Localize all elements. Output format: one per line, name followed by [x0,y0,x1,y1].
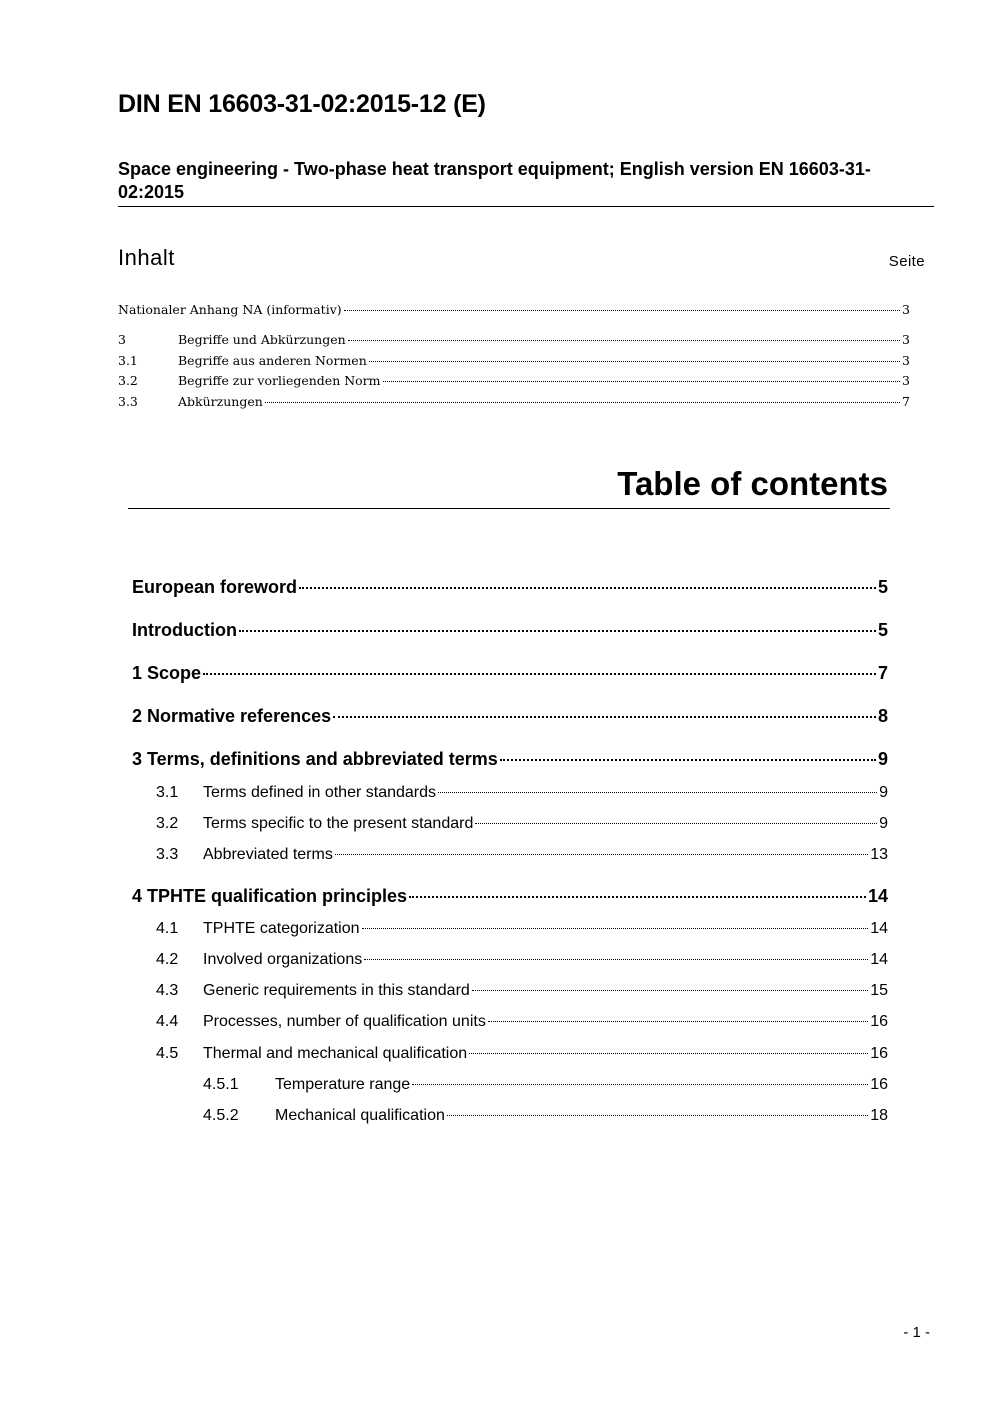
dot-leader [333,716,876,718]
inhalt-entry-number: 3.2 [118,373,138,388]
toc-entry-number: 4.2 [156,951,179,968]
toc-entry-page: 18 [870,1107,888,1124]
toc-subentry[interactable] [132,846,888,868]
toc-subentry[interactable] [132,951,888,973]
dot-leader [344,310,900,311]
toc-entry[interactable] [132,663,888,689]
toc-entry-page: 16 [870,1045,888,1062]
inhalt-entry-number: 3 [118,332,126,347]
inhalt-entry[interactable] [118,332,910,352]
toc-entry[interactable] [132,749,888,775]
toc-entry-number: 4.1 [156,920,179,937]
inhalt-heading: Inhalt [118,245,175,270]
toc-entry-label: TPHTE categorization [203,920,360,937]
inhalt-entry-number: 3.1 [118,353,138,368]
page-number: - 1 - [903,1324,930,1341]
dot-leader [488,1021,868,1022]
toc-subentry[interactable] [132,1045,888,1067]
toc-entry[interactable] [132,886,888,912]
dot-leader [409,896,866,898]
inhalt-entry[interactable] [118,373,910,393]
dot-leader [348,340,900,341]
toc-subentry[interactable] [132,1107,888,1129]
toc-entry-page: 14 [870,920,888,937]
toc-entry-label: Involved organizations [203,951,363,968]
toc-entry-label: Introduction [132,620,237,640]
inhalt-entry-page: 3 [902,302,910,317]
inhalt-entry-label: Abkürzungen [178,394,263,409]
toc-entry-page: 16 [870,1013,888,1030]
dot-leader [335,854,868,855]
toc-subentry[interactable] [132,982,888,1004]
toc-entry-label: Processes, number of qualification units [203,1013,486,1030]
toc-entry-page: 13 [870,846,888,863]
toc-entry-label: 4 TPHTE qualification principles [132,886,408,906]
toc-divider [128,508,890,509]
inhalt-entry[interactable] [118,394,910,414]
dot-leader [472,990,868,991]
header-divider [118,206,934,207]
inhalt-entry-label: Begriffe aus anderen Normen [178,353,367,368]
toc-entry-page: 9 [879,784,888,801]
dot-leader [438,792,877,793]
seite-column-heading: Seite [888,253,925,270]
toc-entry-number: 3.3 [156,846,179,863]
toc-entry-page: 9 [877,749,888,769]
toc-subentry[interactable] [132,1013,888,1035]
toc-entry-label: 1 Scope [132,663,202,683]
inhalt-entry-label: Begriffe zur vorliegenden Norm [178,373,381,388]
toc-entry-label: Mechanical qualification [275,1107,445,1124]
inhalt-entry[interactable] [118,353,910,373]
toc-entry-page: 14 [867,886,888,906]
toc-entry-label: Generic requirements in this standard [203,982,470,999]
toc-entry-label: European foreword [132,577,298,597]
toc-entry-number: 4.5 [156,1045,179,1062]
dot-leader [362,928,869,929]
toc-title: Table of contents [617,465,888,502]
toc-entry-label: Thermal and mechanical qualification [203,1045,468,1062]
toc-entry-number: 4.5.2 [203,1107,239,1124]
dot-leader [500,759,876,761]
toc-entry[interactable] [132,577,888,603]
toc-subentry[interactable] [132,784,888,806]
dot-leader [364,959,868,960]
inhalt-entry-page: 3 [902,373,910,388]
dot-leader [369,361,900,362]
dot-leader [383,381,901,382]
inhalt-entry-number: 3.3 [118,394,138,409]
toc-entry-number: 3.1 [156,784,179,801]
toc-entry-page: 14 [870,951,888,968]
toc-subentry[interactable] [132,1076,888,1098]
dot-leader [239,630,876,632]
toc-entry-number: 4.3 [156,982,179,999]
toc-entry-number: 3.2 [156,815,179,832]
toc-entry-label: Terms specific to the present standard [203,815,474,832]
toc-entry-label: 3 Terms, definitions and abbreviated terms [132,749,498,769]
dot-leader [203,673,876,675]
toc-entry-label: Abbreviated terms [203,846,333,863]
toc-entry[interactable] [132,706,888,732]
toc-entry-page: 15 [870,982,888,999]
dot-leader [475,823,877,824]
toc-entry-number: 4.4 [156,1013,179,1030]
dot-leader [299,587,876,589]
toc-entry-page: 16 [870,1076,888,1093]
toc-entry-label: 2 Normative references [132,706,332,726]
toc-entry-number: 4.5.1 [203,1076,239,1093]
dot-leader [265,402,900,403]
toc-subentry[interactable] [132,815,888,837]
inhalt-entry-page: 3 [902,332,910,347]
toc-entry[interactable] [132,620,888,646]
dot-leader [447,1115,868,1116]
document-title: Space engineering - Two-phase heat transport equipment; English version EN 16603-31-02:2015 [118,159,871,202]
toc-entry-page: 5 [877,620,888,640]
toc-entry-page: 7 [877,663,888,683]
inhalt-entry[interactable] [118,302,910,322]
inhalt-entry-label: Begriffe und Abkürzungen [178,332,346,347]
dot-leader [469,1053,868,1054]
document-id: DIN EN 16603-31-02:2015-12 (E) [118,90,486,118]
toc-entry-label: Terms defined in other standards [203,784,437,801]
toc-entry-page: 9 [879,815,888,832]
inhalt-entry-page: 3 [902,353,910,368]
toc-entry-page: 8 [877,706,888,726]
inhalt-entry-label: Nationaler Anhang NA (informativ) [118,302,342,317]
dot-leader [412,1084,868,1085]
toc-entry-page: 5 [877,577,888,597]
toc-subentry[interactable] [132,920,888,942]
toc-entry-label: Temperature range [275,1076,411,1093]
inhalt-entry-page: 7 [902,394,910,409]
